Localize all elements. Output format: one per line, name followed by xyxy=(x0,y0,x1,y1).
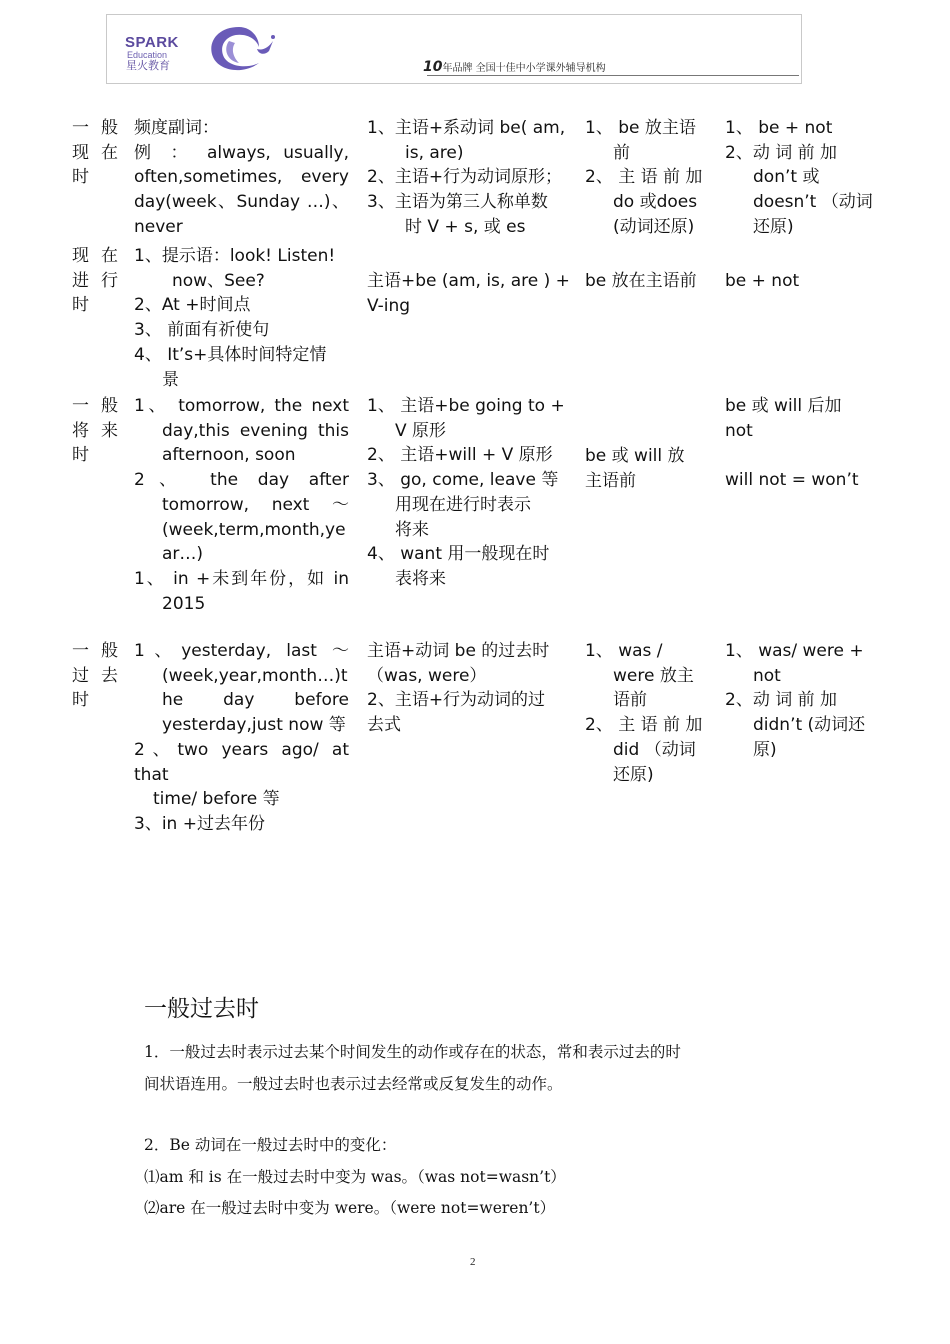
cell-line: 2、 主 语 前 加 xyxy=(585,715,703,736)
slogan-text: 年品牌 全国十佳中小学课外辅导机构 xyxy=(442,63,606,74)
page-number: 2 xyxy=(470,1256,476,1268)
cell-line: 将 来 xyxy=(72,420,118,441)
cell-line: 将来 xyxy=(395,519,429,540)
cell-line: (week,year,month…)t xyxy=(162,665,348,686)
row2-structure xyxy=(367,269,572,318)
cell-line: （was, were） xyxy=(367,665,487,686)
cell-line: 语前 xyxy=(613,690,647,711)
cell-line: (动词还原) xyxy=(613,216,695,237)
logo-subtitle: Education xyxy=(127,50,168,60)
banner-divider xyxy=(427,75,799,76)
cell-line: 一 般 xyxy=(72,396,118,416)
cell-line: 1、 in +未到年份，如 in xyxy=(134,568,349,589)
cell-line: 1、 be 放主语 xyxy=(585,118,696,138)
cell-line: ar…) xyxy=(162,544,204,565)
paragraph-2: 2．Be 动词在一般过去时中的变化： xyxy=(144,1136,397,1154)
cell-line: 用现在进行时表示 xyxy=(395,494,531,515)
cell-line: 时 V + s, 或 es xyxy=(405,216,526,237)
row2-tense xyxy=(72,244,118,318)
cell-line: 主语+be (am, is, are ) + xyxy=(367,271,570,291)
cell-line: do 或does xyxy=(613,192,698,213)
slogan xyxy=(423,59,606,75)
cell-line: doesn’t （动词 xyxy=(753,192,873,213)
cell-line: 2、动 词 前 加 xyxy=(725,690,838,711)
cell-line: 1、 was/ were + xyxy=(725,641,864,661)
cell-line: 1、 主语+be going to + xyxy=(367,396,565,416)
row1-negative xyxy=(725,116,880,240)
cell-line: often,sometimes, every xyxy=(134,167,349,188)
cell-line: now、See? xyxy=(172,270,265,291)
cell-line: 3、in +过去年份 xyxy=(134,813,265,834)
cell-line: 还原) xyxy=(613,764,654,785)
cell-line: 2、动 词 前 加 xyxy=(725,142,838,163)
cell-line: 1、 be + not xyxy=(725,118,833,138)
row4-negative xyxy=(725,639,880,763)
header-banner xyxy=(106,14,802,84)
cell-line: not xyxy=(753,665,781,686)
paragraph-1 xyxy=(144,1036,681,1100)
paragraph-3: ⑴am 和 is 在一般过去时中变为 was。（was not=wasn’t） xyxy=(144,1168,566,1186)
cell-line: he day before xyxy=(162,690,349,711)
cell-line: 主语+动词 be 的过去时 xyxy=(367,641,550,661)
cell-line: be 或 will 放 xyxy=(585,446,685,466)
cell-line: 现 在 xyxy=(72,246,118,266)
cell-line: 表将来 xyxy=(395,568,446,589)
cell-line: 2、two years ago/ at that xyxy=(134,739,349,785)
cell-line: 3、主语为第三人称单数 xyxy=(367,192,548,213)
cell-line: yesterday,just now 等 xyxy=(162,715,346,736)
row4-question xyxy=(585,639,709,787)
cell-line: 2、 the day after xyxy=(134,470,349,491)
cell-line: 时 xyxy=(72,690,89,711)
cell-line: did （动词 xyxy=(613,739,696,760)
cell-line: 时 xyxy=(72,295,89,316)
row1-signals xyxy=(134,116,349,240)
logo-chinese: 星火教育 xyxy=(126,60,170,72)
cell-line: be + not xyxy=(725,271,800,291)
cell-line: 4、 It’s+具体时间特定情 xyxy=(134,344,327,365)
cell-line: not xyxy=(725,420,753,441)
row1-question xyxy=(585,116,709,240)
cell-line: didn’t (动词还 xyxy=(753,715,866,736)
cell-line: 1、 tomorrow, the next xyxy=(134,396,349,416)
cell-line: 1、 was / xyxy=(585,641,663,661)
cell-line: 2、主语+行为动词的过 xyxy=(367,690,546,711)
cell-line: 去式 xyxy=(367,715,401,736)
paragraph-4: ⑵are 在一般过去时中变为 were。（were not=weren’t） xyxy=(144,1199,556,1217)
cell-line: 3、 前面有祈使句 xyxy=(134,320,270,341)
cell-line: never xyxy=(134,216,183,237)
logo-text: SPARK xyxy=(125,34,179,51)
cell-line: (week,term,month,ye xyxy=(162,519,346,540)
section-title: 一般过去时 xyxy=(144,996,259,1022)
cell-line: 进 行 xyxy=(72,270,118,291)
cell-line: 时 xyxy=(72,445,89,466)
cell-line: 例 ： always, usually, xyxy=(134,142,349,163)
cell-line: were 放主 xyxy=(613,665,694,686)
cell-line: day(week、Sunday …)、 xyxy=(134,192,349,213)
cell-line: 2015 xyxy=(162,593,206,614)
cell-line: don’t 或 xyxy=(753,167,820,188)
row4-signals xyxy=(134,639,349,837)
cell-line: 3、 go, come, leave 等 xyxy=(367,470,559,491)
cell-line: 1、提示语：look! Listen! xyxy=(134,246,336,266)
row2-negative xyxy=(725,269,880,294)
row4-structure xyxy=(367,639,572,738)
cell-line: be 或 will 后加 xyxy=(725,396,842,416)
row3-negative xyxy=(725,394,880,493)
cell-line: tomorrow, next ～ xyxy=(162,494,349,515)
cell-line: 2、At +时间点 xyxy=(134,295,251,316)
paragraph-line: 1．一般过去时表示过去某个时间发生的动作或存在的状态，常和表示过去的时 xyxy=(144,1043,681,1061)
cell-line: 2、主语+行为动词原形； xyxy=(367,167,563,188)
cell-line: 还原) xyxy=(753,216,794,237)
cell-line: 2、 主 语 前 加 xyxy=(585,167,703,188)
cell-line: afternoon, soon xyxy=(162,445,296,466)
cell-line: 一 般 xyxy=(72,118,118,138)
cell-line: 前 xyxy=(613,142,630,163)
cell-line: 原) xyxy=(753,739,777,760)
cell-line: 频度副词： xyxy=(134,118,219,138)
cell-line: 4、 want 用一般现在时 xyxy=(367,544,550,565)
row1-structure xyxy=(367,116,572,240)
cell-line: 时 xyxy=(72,167,89,188)
cell-line: V 原形 xyxy=(395,420,447,441)
row2-signals xyxy=(134,244,354,392)
row2-question xyxy=(585,269,709,294)
cell-line: 2、 主语+will + V 原形 xyxy=(367,445,553,466)
row3-structure xyxy=(367,394,572,592)
cell-line: 1、yesterday, last ～ xyxy=(134,641,349,661)
logo-swirl-icon xyxy=(199,21,279,77)
cell-line: 1、主语+系动词 be( am, xyxy=(367,118,566,138)
cell-line: day,this evening this xyxy=(162,420,349,441)
brand-logo xyxy=(125,35,179,72)
row1-tense xyxy=(72,116,118,190)
row3-signals xyxy=(134,394,349,616)
cell-line: 景 xyxy=(162,369,179,390)
row4-tense xyxy=(72,639,118,713)
row3-tense xyxy=(72,394,118,468)
cell-line: 现 在 xyxy=(72,142,118,163)
cell-line: will not = won’t xyxy=(725,470,859,491)
cell-line: time/ before 等 xyxy=(153,789,280,810)
cell-line: 主语前 xyxy=(585,470,636,491)
cell-line: is, are) xyxy=(405,142,464,163)
cell-line: 过 去 xyxy=(72,665,118,686)
row3-question xyxy=(585,444,709,493)
cell-line: 一 般 xyxy=(72,641,118,661)
cell-line: V-ing xyxy=(367,295,411,316)
slogan-number: 10 xyxy=(423,59,443,75)
paragraph-line: 间状语连用。一般过去时也表示过去经常或反复发生的动作。 xyxy=(144,1075,563,1093)
cell-line: be 放在主语前 xyxy=(585,271,697,291)
